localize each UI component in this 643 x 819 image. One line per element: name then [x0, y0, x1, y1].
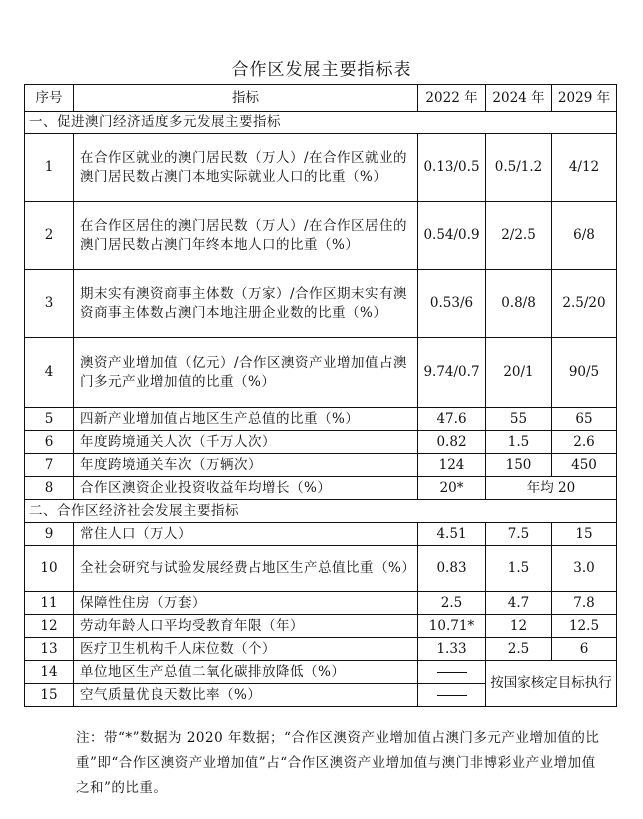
dash-mark [437, 672, 467, 673]
indicator-cell: 年度跨境通关人次（千万人次） [74, 431, 418, 454]
header-row [25, 85, 617, 112]
value-2024: 0.5/1.2 [486, 134, 552, 202]
indicator-cell: 全社会研究与试验发展经费占地区生产总值比重（%） [74, 546, 418, 592]
indicator-cell: 期末实有澳资商事主体数（万家）/合作区期末实有澳资商事主体数占澳门本地注册企业数的比重（%） [74, 270, 418, 338]
row-number: 8 [25, 477, 74, 500]
value-2024: 7.5 [486, 523, 552, 546]
value-2022: 124 [418, 454, 486, 477]
value-2029: 90/5 [552, 338, 617, 408]
value-2029: 6/8 [552, 202, 617, 270]
value-2024: 1.5 [486, 546, 552, 592]
table-row [25, 408, 617, 431]
row-number: 10 [25, 546, 74, 592]
value-2022: 0.83 [418, 546, 486, 592]
indicator-table [24, 84, 617, 707]
value-2029: 15 [552, 523, 617, 546]
footnote: 注：带“*”数据为 2020 年数据；“合作区澳资产业增加值占澳门多元产业增加值的比重”即“合作区澳资产业增加值”占“合作区澳资产业增加值与澳门非博彩业产业增加值之和”的比重。 [76, 730, 600, 796]
value-2029: 4/12 [552, 134, 617, 202]
value-2029: 12.5 [552, 615, 617, 638]
section-title: 二、合作区经济社会发展主要指标 [25, 500, 617, 523]
value-2024: 55 [486, 408, 552, 431]
row-number: 9 [25, 523, 74, 546]
row-number: 11 [25, 592, 74, 615]
indicator-cell: 医疗卫生机构千人床位数（个） [74, 638, 418, 661]
row-number: 12 [25, 615, 74, 638]
table-title: 合作区发展主要指标表 [231, 60, 412, 80]
value-2022: 0.82 [418, 431, 486, 454]
table-row [25, 454, 617, 477]
table-row [25, 431, 617, 454]
table-row [25, 661, 617, 684]
header-2029: 2029 年 [552, 85, 617, 112]
dash-mark [437, 695, 467, 696]
value-2029: 3.0 [552, 546, 617, 592]
table-row [25, 134, 617, 202]
indicator-cell: 四新产业增加值占地区生产总值的比重（%） [74, 408, 418, 431]
value-2024: 0.8/8 [486, 270, 552, 338]
value-2024: 150 [486, 454, 552, 477]
table-row [25, 523, 617, 546]
row-number: 5 [25, 408, 74, 431]
row-number: 3 [25, 270, 74, 338]
value-2022: 0.13/0.5 [418, 134, 486, 202]
table-row [25, 202, 617, 270]
table-row [25, 638, 617, 661]
indicator-cell: 澳资产业增加值（亿元）/合作区澳资产业增加值占澳门多元产业增加值的比重（%） [74, 338, 418, 408]
merged-target-cell: 按国家核定目标执行 [486, 661, 617, 707]
indicator-cell: 合作区澳资企业投资收益年均增长（%） [74, 477, 418, 500]
header-2022: 2022 年 [418, 85, 486, 112]
value-2029: 2.6 [552, 431, 617, 454]
row-number: 4 [25, 338, 74, 408]
value-2024-2029-merged: 年均 20 [486, 477, 617, 500]
value-2029: 6 [552, 638, 617, 661]
indicator-cell: 单位地区生产总值二氧化碳排放降低（%） [74, 661, 418, 684]
indicator-cell: 在合作区居住的澳门居民数（万人）/在合作区居住的澳门居民数占澳门年终本地人口的比重（%） [74, 202, 418, 270]
row-number: 7 [25, 454, 74, 477]
row-number: 13 [25, 638, 74, 661]
table-row [25, 338, 617, 408]
indicator-cell: 空气质量优良天数比率（%） [74, 684, 418, 707]
value-2022: 20* [418, 477, 486, 500]
value-2024: 1.5 [486, 431, 552, 454]
section-title: 一、促进澳门经济适度多元发展主要指标 [25, 112, 617, 134]
value-2029: 2.5/20 [552, 270, 617, 338]
indicator-cell: 在合作区就业的澳门居民数（万人）/在合作区就业的澳门居民数占澳门本地实际就业人口的比重（%） [74, 134, 418, 202]
indicator-cell: 年度跨境通关车次（万辆次） [74, 454, 418, 477]
value-2024: 12 [486, 615, 552, 638]
table-row [25, 615, 617, 638]
header-2024: 2024 年 [486, 85, 552, 112]
value-2022-empty [418, 684, 486, 707]
value-2024: 4.7 [486, 592, 552, 615]
indicator-cell: 常住人口（万人） [74, 523, 418, 546]
value-2029: 7.8 [552, 592, 617, 615]
value-2022: 9.74/0.7 [418, 338, 486, 408]
row-number: 1 [25, 134, 74, 202]
table-row [25, 477, 617, 500]
table-row [25, 592, 617, 615]
value-2022: 0.53/6 [418, 270, 486, 338]
value-2022: 1.33 [418, 638, 486, 661]
header-indicator: 指标 [74, 85, 418, 112]
value-2024: 20/1 [486, 338, 552, 408]
row-number: 6 [25, 431, 74, 454]
value-2029: 450 [552, 454, 617, 477]
value-2029: 65 [552, 408, 617, 431]
value-2024: 2/2.5 [486, 202, 552, 270]
value-2022-empty [418, 661, 486, 684]
header-no: 序号 [25, 85, 74, 112]
row-number: 14 [25, 661, 74, 684]
indicator-cell: 保障性住房（万套） [74, 592, 418, 615]
value-2024: 2.5 [486, 638, 552, 661]
section-row [25, 500, 617, 523]
value-2022: 47.6 [418, 408, 486, 431]
value-2022: 0.54/0.9 [418, 202, 486, 270]
row-number: 15 [25, 684, 74, 707]
value-2022: 4.51 [418, 523, 486, 546]
table-row [25, 546, 617, 592]
value-2022: 2.5 [418, 592, 486, 615]
value-2022: 10.71* [418, 615, 486, 638]
indicator-cell: 劳动年龄人口平均受教育年限（年） [74, 615, 418, 638]
row-number: 2 [25, 202, 74, 270]
table-row [25, 270, 617, 338]
section-row [25, 112, 617, 134]
